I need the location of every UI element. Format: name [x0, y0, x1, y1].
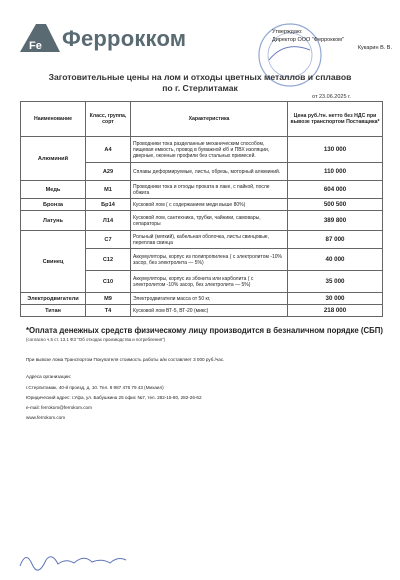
law-reference: (согласно ч.5 ст. 13.1 ФЗ "Об отходах производства и потребления")	[26, 337, 166, 342]
header-class: Класс, группа, сорт	[86, 102, 131, 137]
table-row	[21, 305, 383, 317]
material-characteristic: Рольный (мягкий), кабельная оболочка, листы свинцовые, переплав свинца	[131, 231, 288, 249]
table-header-row	[21, 102, 383, 137]
material-name: Свинец	[21, 231, 86, 293]
handwritten-signature	[18, 548, 138, 572]
material-characteristic: Проводники тока и отходы проката в лаке, с пайкой, после обжига	[131, 181, 288, 199]
material-class: М1	[86, 181, 131, 199]
payment-note: *Оплата денежных средств физическому лицу производится в безналичном порядке (СБП)	[26, 326, 383, 335]
material-price: 500 500	[288, 199, 383, 211]
approval-block	[272, 28, 392, 52]
material-characteristic: Сплавы деформируемые, листы, обрезь, моторный алюминий.	[131, 163, 288, 181]
material-price: 389 800	[288, 211, 383, 231]
material-price: 30 000	[288, 293, 383, 305]
material-price: 110 000	[288, 163, 383, 181]
company-logo	[20, 24, 187, 52]
material-name: Алюминий	[21, 137, 86, 181]
table-row	[21, 181, 383, 199]
table-row	[21, 199, 383, 211]
material-name: Бронза	[21, 199, 86, 211]
material-characteristic: Кусковой лом, сантехника, трубки, чайники, самовары, сепараторы	[131, 211, 288, 231]
material-price: 35 000	[288, 271, 383, 293]
material-class: А4	[86, 137, 131, 163]
logo-mark-text: Fe	[29, 40, 42, 52]
document-date: от 23.06.2025 г.	[312, 94, 351, 100]
material-price: 87 000	[288, 231, 383, 249]
header-characteristic: Характеристика	[131, 102, 288, 137]
material-class: Бр14	[86, 199, 131, 211]
material-class: Т4	[86, 305, 131, 317]
material-class: С7	[86, 231, 131, 249]
table-row	[21, 211, 383, 231]
website-link[interactable]: www.ferrokom.com	[26, 415, 66, 421]
approval-line-2: Директор ООО "Феррокком"	[272, 37, 344, 43]
material-name: Электродвигатели	[21, 293, 86, 305]
material-characteristic: Электродвигатели масса от 50 кг,	[131, 293, 288, 305]
table-row	[21, 293, 383, 305]
approval-signatory: Кукарин В. В.	[357, 45, 392, 51]
contact-info	[26, 355, 376, 424]
price-table	[20, 101, 383, 317]
material-price: 40 000	[288, 249, 383, 271]
address-line-2: Юридический адрес: г.Уфа, ул. Бабушкина 25 офис №7, тел. 282-15-80, 282-26-62	[26, 394, 202, 400]
material-name: Титан	[21, 305, 86, 317]
brand-name: Феррокком	[62, 26, 187, 51]
header-price: Цена руб./тн. нетто без НДС при вывозе транспортом Поставщика*	[288, 102, 383, 137]
table-row	[21, 231, 383, 249]
material-name: Медь	[21, 181, 86, 199]
address-line-1: г.Стерлитамак, 40-й проезд, д. 10. Тел. 8 987 476 79 43 (Михаил)	[26, 384, 164, 390]
approval-line-1: Утверждаю:	[272, 29, 303, 35]
material-class: С10	[86, 271, 131, 293]
header-name: Наименование	[21, 102, 86, 137]
material-class: Л14	[86, 211, 131, 231]
document-title	[0, 72, 400, 94]
material-class: С12	[86, 249, 131, 271]
email-link[interactable]: e-mail: ferrokom@ferrokom.com	[26, 405, 92, 411]
transport-note: При вывозе лома Транспортом Покупателя стоимость работы а/м составляет 3 000 руб./час.	[26, 357, 225, 362]
table-row	[21, 137, 383, 163]
material-price: 218 000	[288, 305, 383, 317]
material-characteristic: Кусковой лом ВТ-5, ВТ-20 (микс)	[131, 305, 288, 317]
material-characteristic: Проводники тока разделанные механическим способом, пищевая емкость, провод в бумажной к/б и ПВХ изоляции, дверные, оконные профили без стальных примесей.	[131, 137, 288, 163]
material-price: 604 000	[288, 181, 383, 199]
title-line-1: Заготовительные цены на лом и отходы цветных металлов и сплавов	[48, 72, 352, 82]
material-class: А29	[86, 163, 131, 181]
material-characteristic: Аккумуляторы, корпус из эбонита или карболита ( с электролитом -10% засор, без электролита — 5%)	[131, 271, 288, 293]
address-label: Адреса организации:	[26, 374, 72, 380]
material-class: М9	[86, 293, 131, 305]
material-price: 130 000	[288, 137, 383, 163]
logo-mark-icon	[20, 24, 60, 52]
title-line-2: по г. Стерлитамак	[162, 83, 238, 93]
material-name: Латунь	[21, 211, 86, 231]
material-characteristic: Кусковой лом ( с содержанием меди выше 80%)	[131, 199, 288, 211]
material-characteristic: Аккумуляторы, корпус из полипропилена ( с электролитом -10% засор, без электролита — 5%)	[131, 249, 288, 271]
